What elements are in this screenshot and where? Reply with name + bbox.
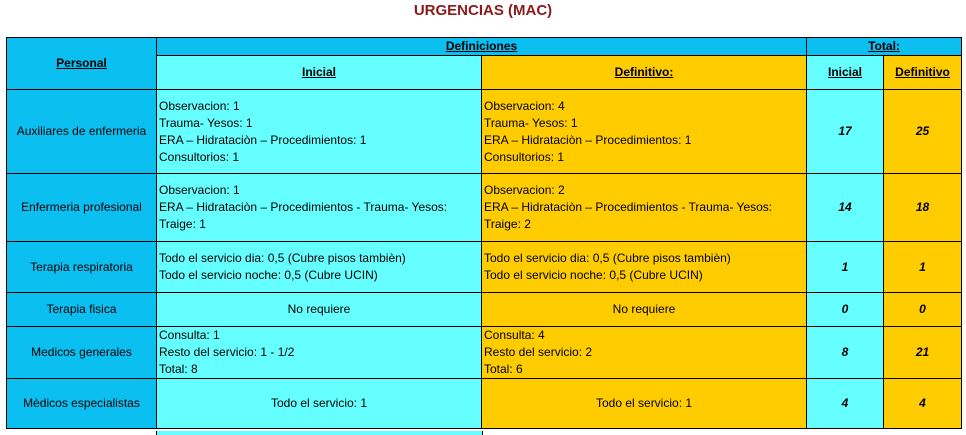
row-total-definitivo: 4 (884, 379, 962, 429)
table-row (7, 293, 962, 327)
row-definitivo (482, 242, 807, 293)
header-total-inicial: Inicial (807, 56, 884, 90)
row-line: Total: 8 (159, 362, 198, 376)
row-total-inicial: 14 (807, 174, 884, 242)
row-total-definitivo: 21 (884, 327, 962, 379)
row-total-definitivo: 25 (884, 90, 962, 174)
row-line: Observacion: 2 (484, 183, 565, 197)
row-definitivo (482, 90, 807, 174)
row-personal: Medicos generales (7, 327, 157, 379)
row-line: Todo el servicio dia: 0,5 (Cubre pisos tambièn) (484, 251, 731, 265)
row-personal: Terapia respiratoria (7, 242, 157, 293)
page-title: URGENCIAS (MAC) (413, 2, 553, 19)
row-inicial: No requiere (157, 293, 482, 327)
row-line: Observacion: 1 (159, 183, 240, 197)
table-row (7, 242, 962, 293)
header-total-definitivo: Definitivo (884, 56, 962, 90)
table-row (7, 327, 962, 379)
header-total: Total: (807, 38, 962, 56)
row-definitivo: Todo el servicio: 1 (482, 379, 807, 429)
row-line: Trauma- Yesos: 1 (484, 115, 578, 130)
staffing-table (6, 37, 962, 429)
row-total-definitivo: 18 (884, 174, 962, 242)
row-line: Todo el servicio noche: 0,5 (Cubre UCIN) (159, 268, 378, 282)
row-line: Observacion: 1 (159, 98, 240, 113)
row-personal: Enfermeria profesional (7, 174, 157, 242)
row-line: Consultorios: 1 (484, 149, 565, 164)
row-total-inicial: 4 (807, 379, 884, 429)
row-definitivo (482, 174, 807, 242)
row-personal: Terapia fisica (7, 293, 157, 327)
row-line: Resto del servicio: 2 (484, 345, 593, 359)
table-row (7, 174, 962, 242)
row-line: Traige: 2 (484, 217, 531, 231)
row-total-inicial: 8 (807, 327, 884, 379)
row-line: Consulta: 1 (159, 328, 220, 342)
row-line: Observacion: 4 (484, 98, 565, 113)
row-personal: Mèdicos especialistas (7, 379, 157, 429)
row-line: Consulta: 4 (484, 328, 545, 342)
header-inicial: Inicial (157, 56, 482, 90)
table-row (7, 379, 962, 429)
row-line: Consultorios: 1 (159, 149, 240, 164)
table-row (7, 90, 962, 174)
header-definitivo: Definitivo: (482, 56, 807, 90)
row-personal: Auxiliares de enfermeria (7, 90, 157, 174)
row-line: Todo el servicio noche: 0,5 (Cubre UCIN) (484, 268, 703, 282)
header-definiciones: Definiciones (157, 38, 807, 56)
row-total-definitivo: 0 (884, 293, 962, 327)
row-total-definitivo: 1 (884, 242, 962, 293)
row-line: ERA – Hidrataciòn – Procedimientos: 1 (484, 132, 692, 147)
row-line: Resto del servicio: 1 - 1/2 (159, 345, 295, 359)
row-total-inicial: 17 (807, 90, 884, 174)
row-line: Total: 6 (484, 362, 523, 376)
row-definitivo: No requiere (482, 293, 807, 327)
row-line: Todo el servicio dia: 0,5 (Cubre pisos tambièn) (159, 251, 406, 265)
row-line: Traige: 1 (159, 217, 206, 231)
row-inicial (157, 174, 482, 242)
row-line: ERA – Hidrataciòn – Procedimientos: 1 (159, 132, 367, 147)
row-inicial (157, 242, 482, 293)
row-total-inicial: 0 (807, 293, 884, 327)
row-inicial: Todo el servicio: 1 (157, 379, 482, 429)
row-line: ERA – Hidrataciòn – Procedimientos - Trauma- Yesos: (159, 200, 448, 214)
row-total-inicial: 1 (807, 242, 884, 293)
next-row-fragment (156, 431, 483, 435)
row-line: ERA – Hidrataciòn – Procedimientos - Trauma- Yesos: (484, 200, 773, 214)
row-inicial (157, 327, 482, 379)
row-definitivo (482, 327, 807, 379)
row-line: Trauma- Yesos: 1 (159, 115, 253, 130)
header-personal: Personal (7, 38, 157, 90)
row-inicial (157, 90, 482, 174)
